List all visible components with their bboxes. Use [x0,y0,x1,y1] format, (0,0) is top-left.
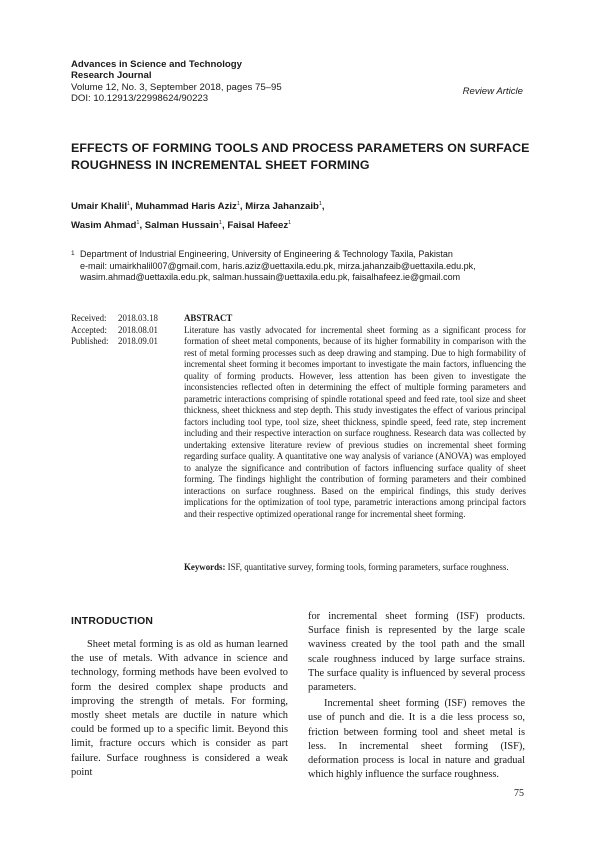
article-type-label: Review Article [462,86,523,97]
date-label: Accepted: [71,324,107,335]
author-separator: , [221,220,228,231]
journal-name-line1: Advances in Science and Technology [71,59,242,70]
date-row-received [71,313,181,325]
author-list [71,196,491,234]
date-value: 2018.09.01 [118,336,158,346]
author-name: Salman Hussain [144,220,219,231]
author-name: Faisal Hafeez [227,220,289,231]
author-affiliation-mark: 1 [126,201,131,207]
date-row-published [71,336,181,348]
body-paragraph: Incremental sheet forming (ISF) removes the use of punch and die. It is a die less process so, friction between forming tool and sheet metal is less. In incremental sheet forming (ISF), deformation process is local in nature and gradual which highly influence the surface roughness. [308,698,525,781]
page-number: 75 [514,788,524,799]
body-column-left [71,638,288,780]
author-affiliation-mark: 1 [236,201,240,207]
affiliation-number: 1 [71,250,75,257]
journal-name-line2: Research Journal [71,70,152,82]
author-separator: , [239,201,246,212]
abstract-section [184,313,526,520]
affiliation-emails-line1: e-mail: umairkhalil007@gmail.com, haris.aziz@uettaxila.edu.pk, mirza.jahanzaib@uettaxila.edu.pk, [80,260,476,271]
affiliation-department: Department of Industrial Engineering, University of Engineering & Technology Taxila, Pakistan [80,249,453,259]
abstract-heading: ABSTRACT [184,313,233,323]
author-name: Umair Khalil [71,201,127,212]
date-value: 2018.08.01 [118,324,158,335]
journal-header [71,59,371,105]
journal-doi: DOI: 10.12913/22998624/90223 [71,93,209,105]
affiliation-emails-line2: wasim.ahmad@uettaxila.edu.pk, salman.hussain@uettaxila.edu.pk, faisalhafeez.ie@gmail.com [80,272,461,283]
author-name: Wasim Ahmad [71,220,137,231]
date-row-accepted [71,325,181,337]
author-affiliation-mark: 1 [318,201,322,207]
author-name: Mirza Jahanzaib [245,201,319,212]
body-paragraph: for incremental sheet forming (ISF) products. Surface finish is represented by the large scale waviness created by the tool path and the small scale roughness induced by large surface strains. The surface quality is influenced by several process parameters. [308,611,525,694]
author-separator: , [130,201,136,212]
introduction-heading: INTRODUCTION [71,616,154,627]
author-separator: , [139,220,145,231]
keywords-section [184,562,526,574]
date-label: Received: [71,313,107,323]
journal-volume: Volume 12, No. 3, September 2018, pages 75–95 [71,81,282,93]
date-label: Published: [71,336,109,346]
author-affiliation-mark: 1 [288,220,292,226]
paper-title: EFFECTS OF FORMING TOOLS AND PROCESS PARAMETERS ON SURFACE ROUGHNESS IN INCREMENTAL SHEET FORMING [71,141,530,172]
author-name: Muhammad Haris Aziz [135,201,237,212]
keywords-label: Keywords: [184,562,226,572]
abstract-text: Literature has vastly advocated for incremental sheet forming as a significant process for formation of sheet metal components, because of its higher formability in comparison with the rest of metal forming processes such as deep drawing and stamping. Due to high formability of incremental sheet forming it becomes important to investigate the main factors, influencing the quality of forming products. However, less attention has been given to investigate the inconsistencies reflected often in determining the effect of multiple forming parameters and parametric interactions comprising of spindle rotational speed and feed rate, tool size and sheet thickness, sheet thickness and step depth. This study investigates the effect of various principal factors including tool type, tool size, sheet thickness, spindle speed, feed rate, step increment including and their respective interaction on surface roughness. Research data was collected by undertaking extensive literature review of previous studies on incremental sheet forming regarding surface quality. A quantitative one way analysis of variance (ANOVA) was employed to analyze the significance and contribution of factors influencing surface quality of sheet forming. The findings highlight the contribution of forming parameters and their combined interactions on surface roughness. Based on the empirical findings, this study derives implications for the optimization of tool type, parametric interactions among principal factors and their respective optimized operational range for incremental sheet forming. [184,324,526,519]
keywords-text: ISF, quantitative survey, forming tools, forming parameters, surface roughness. [227,562,509,572]
author-affiliation-mark: 1 [218,220,222,226]
article-dates [71,313,181,348]
date-value: 2018.03.18 [118,313,158,323]
author-affiliation-mark: 1 [136,220,140,226]
author-separator: , [321,201,325,212]
body-column-right [308,610,525,782]
body-paragraph: Sheet metal forming is as old as human learned the use of metals. With advance in science and technology, forming methods have been evolved to form the desired complex shape products and improving the strength of metals. For forming, mostly sheet metals are ductile in nature which could be formed up to a specific limit. Beyond this limit, fracture occurs which is consider as part failure. Surface roughness is considered a weak point [71,639,288,778]
affiliation-block [71,249,541,284]
